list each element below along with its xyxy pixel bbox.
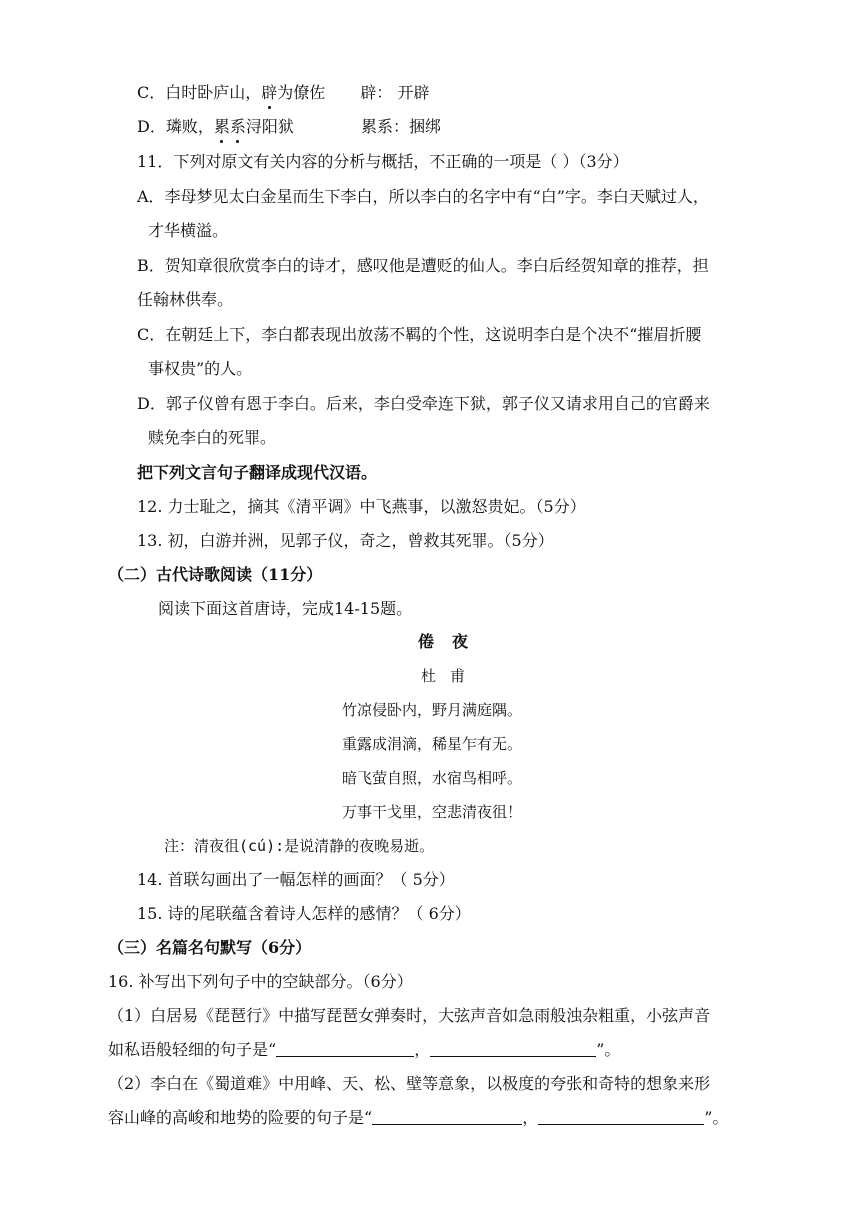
translate-heading: 把下列文言句子翻译成现代汉语。 (137, 463, 378, 482)
q15: 15. 诗的尾联蕴含着诗人怎样的感情？（ 6分） (137, 904, 471, 923)
q11-option-d-line1: D．郭子仪曾有恩于李白。后来，李白受牵连下狱，郭子仪又请求用自己的官爵来 (137, 394, 710, 413)
answer-blank[interactable] (430, 1040, 596, 1057)
q13: 13. 初，白游并洲，见郭子仪，奇之，曾救其死罪。（5分） (137, 531, 554, 550)
poem-title: 倦夜 (418, 632, 487, 651)
q11-option-a-line2: 才华横溢。 (148, 221, 229, 240)
q16-part2-line1: （2）李白在《蜀道难》中用峰、天、松、壁等意象，以极度的夸张和奇特的想象来形 (108, 1074, 711, 1093)
q16-part2-line2: 容山峰的高峻和地势的险要的句子是“ ， ”。 (108, 1108, 729, 1127)
q11-option-c-line2: 事权贵”的人。 (148, 359, 253, 378)
poem-author: 杜甫 (421, 667, 480, 685)
section2-intro: 阅读下面这首唐诗，完成14-15题。 (158, 599, 413, 618)
poem-note: 注：清夜徂(cú):是说清静的夜晚易逝。 (164, 837, 435, 855)
q16-part1-line2: 如私语般轻细的句子是“ ， ”。 (108, 1040, 621, 1059)
q10-option-c: C．白时卧庐山，辟为僚佐 辟： 开辟 (137, 83, 430, 102)
answer-blank[interactable] (538, 1108, 704, 1125)
q11-option-b-line1: B．贺知章很欣赏李白的诗才，感叹他是遭贬的仙人。李白后经贺知章的推荐，担 (137, 256, 709, 275)
q10-option-d: D．璘败，累系浔阳狱 累系：捆绑 (137, 117, 441, 136)
answer-blank[interactable] (372, 1108, 522, 1125)
q14: 14. 首联勾画出了一幅怎样的画面？（ 5分） (137, 870, 455, 889)
answer-blank[interactable] (276, 1040, 414, 1057)
poem-line-2: 重露成涓滴，稀星乍有无。 (342, 735, 523, 753)
emphasis-char: 系 (229, 117, 246, 136)
q11-option-d-line2: 赎免李白的死罪。 (148, 428, 277, 447)
poem-line-4: 万事干戈里，空悲清夜徂！ (342, 803, 523, 821)
poem-line-1: 竹凉侵卧内，野月满庭隅。 (342, 701, 523, 719)
q16: 16. 补写出下列句子中的空缺部分。（6分） (108, 972, 413, 991)
section3-heading: （三）名篇名句默写（6分） (108, 938, 312, 957)
q11-stem: 11．下列对原文有关内容的分析与概括，不正确的一项是（ ）（3分） (137, 152, 629, 171)
section2-heading: （二）古代诗歌阅读（11分） (108, 565, 323, 584)
poem-line-3: 暗飞萤自照，水宿鸟相呼。 (342, 769, 523, 787)
q11-option-a-line1: A．李母梦见太白金星而生下李白，所以李白的名字中有“白”字。李白天赋过人， (137, 187, 709, 206)
q12: 12. 力士耻之，摘其《清平调》中飞燕事，以激怒贵妃。（5分） (137, 497, 586, 516)
q10-d-gloss: 累系：捆绑 (360, 117, 441, 136)
q11-option-b-line2: 任翰林供奉。 (137, 290, 234, 309)
q16-part1-line1: （1）白居易《琵琶行》中描写琵琶女弹奏时，大弦声音如急雨般浊杂粗重，小弦声音 (108, 1006, 711, 1025)
q10-c-gloss: 辟： 开辟 (360, 83, 430, 102)
q11-option-c-line1: C．在朝廷上下，李白都表现出放荡不羁的个性，这说明李白是个决不“摧眉折腰 (137, 325, 702, 344)
emphasis-char: 累 (213, 117, 230, 136)
emphasis-char: 辟 (261, 83, 278, 102)
